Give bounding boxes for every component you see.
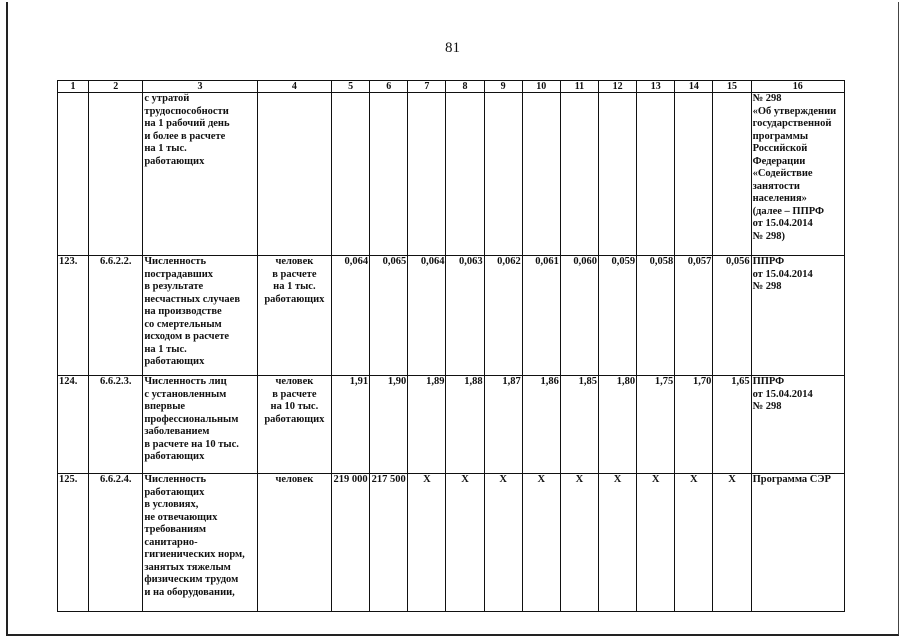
- column-number: 9: [484, 81, 522, 93]
- value-cell: 1,91: [332, 376, 370, 474]
- value-cell: [484, 93, 522, 256]
- value-cell: 219 000: [332, 474, 370, 612]
- value-cell: 1,86: [522, 376, 560, 474]
- value-cell: [408, 93, 446, 256]
- row-number: 124.: [58, 376, 89, 474]
- value-cell: [675, 93, 713, 256]
- value-cell: 217 500: [370, 474, 408, 612]
- column-number: 8: [446, 81, 484, 93]
- column-number: 5: [332, 81, 370, 93]
- table-row: [58, 93, 845, 256]
- indicator-code: [89, 93, 143, 256]
- unit: человек в расчете на 1 тыс. работающих: [257, 256, 331, 376]
- value-cell: 1,85: [560, 376, 598, 474]
- column-number: 15: [713, 81, 751, 93]
- value-cell: 0,056: [713, 256, 751, 376]
- source-document: ППРФ от 15.04.2014 № 298: [751, 256, 844, 376]
- table-row: [58, 474, 845, 612]
- value-cell: 1,87: [484, 376, 522, 474]
- column-number: 4: [257, 81, 331, 93]
- column-number: 10: [522, 81, 560, 93]
- value-cell: 0,058: [637, 256, 675, 376]
- value-cell: [713, 93, 751, 256]
- value-cell: 0,065: [370, 256, 408, 376]
- value-cell: Х: [637, 474, 675, 612]
- value-cell: Х: [599, 474, 637, 612]
- column-number: 14: [675, 81, 713, 93]
- value-cell: [522, 93, 560, 256]
- value-cell: Х: [484, 474, 522, 612]
- value-cell: Х: [522, 474, 560, 612]
- column-number: 16: [751, 81, 844, 93]
- value-cell: 1,80: [599, 376, 637, 474]
- unit: человек в расчете на 10 тыс. работающих: [257, 376, 331, 474]
- value-cell: Х: [675, 474, 713, 612]
- indicator-description: Численность пострадавших в результате несчастных случаев на производстве со смертельным исходом в расчете на 1 тыс. работающих: [143, 256, 257, 376]
- value-cell: 1,89: [408, 376, 446, 474]
- value-cell: 1,65: [713, 376, 751, 474]
- value-cell: 0,057: [675, 256, 713, 376]
- value-cell: Х: [560, 474, 598, 612]
- value-cell: [599, 93, 637, 256]
- value-cell: 0,062: [484, 256, 522, 376]
- indicator-description: Численность работающих в условиях, не отвечающих требованиям санитарно- гигиенических норм, занятых тяжелым физическим трудом и на оборудовании,: [143, 474, 257, 612]
- value-cell: 1,88: [446, 376, 484, 474]
- value-cell: 1,70: [675, 376, 713, 474]
- value-cell: [446, 93, 484, 256]
- column-number: 13: [637, 81, 675, 93]
- indicator-code: 6.6.2.4.: [89, 474, 143, 612]
- value-cell: 0,061: [522, 256, 560, 376]
- value-cell: Х: [446, 474, 484, 612]
- column-number: 2: [89, 81, 143, 93]
- row-number: 125.: [58, 474, 89, 612]
- indicators-table: [57, 80, 845, 612]
- value-cell: [370, 93, 408, 256]
- value-cell: Х: [408, 474, 446, 612]
- indicator-description: с утратой трудоспособности на 1 рабочий день и более в расчете на 1 тыс. работающих: [143, 93, 257, 256]
- column-number: 6: [370, 81, 408, 93]
- column-number: 3: [143, 81, 257, 93]
- column-number: 11: [560, 81, 598, 93]
- row-number: [58, 93, 89, 256]
- row-number: 123.: [58, 256, 89, 376]
- value-cell: Х: [713, 474, 751, 612]
- unit: человек: [257, 474, 331, 612]
- value-cell: 0,060: [560, 256, 598, 376]
- value-cell: 0,064: [332, 256, 370, 376]
- value-cell: [332, 93, 370, 256]
- source-document: № 298 «Об утверждении государственной программы Российской Федерации «Содействие занятости населения» (далее – ППРФ от 15.04.2014 № 298): [751, 93, 844, 256]
- column-number: 12: [599, 81, 637, 93]
- column-number: 1: [58, 81, 89, 93]
- value-cell: 1,75: [637, 376, 675, 474]
- value-cell: 0,064: [408, 256, 446, 376]
- value-cell: 1,90: [370, 376, 408, 474]
- source-document: ППРФ от 15.04.2014 № 298: [751, 376, 844, 474]
- table-row: [58, 256, 845, 376]
- page-number: 81: [445, 40, 460, 56]
- unit: [257, 93, 331, 256]
- indicator-code: 6.6.2.3.: [89, 376, 143, 474]
- column-number-row: [58, 81, 845, 93]
- value-cell: 0,063: [446, 256, 484, 376]
- column-number: 7: [408, 81, 446, 93]
- value-cell: 0,059: [599, 256, 637, 376]
- table-row: [58, 376, 845, 474]
- source-document: Программа СЭР: [751, 474, 844, 612]
- indicator-code: 6.6.2.2.: [89, 256, 143, 376]
- value-cell: [560, 93, 598, 256]
- value-cell: [637, 93, 675, 256]
- indicator-description: Численность лиц с установленным впервые профессиональным заболеванием в расчете на 10 тыс. работающих: [143, 376, 257, 474]
